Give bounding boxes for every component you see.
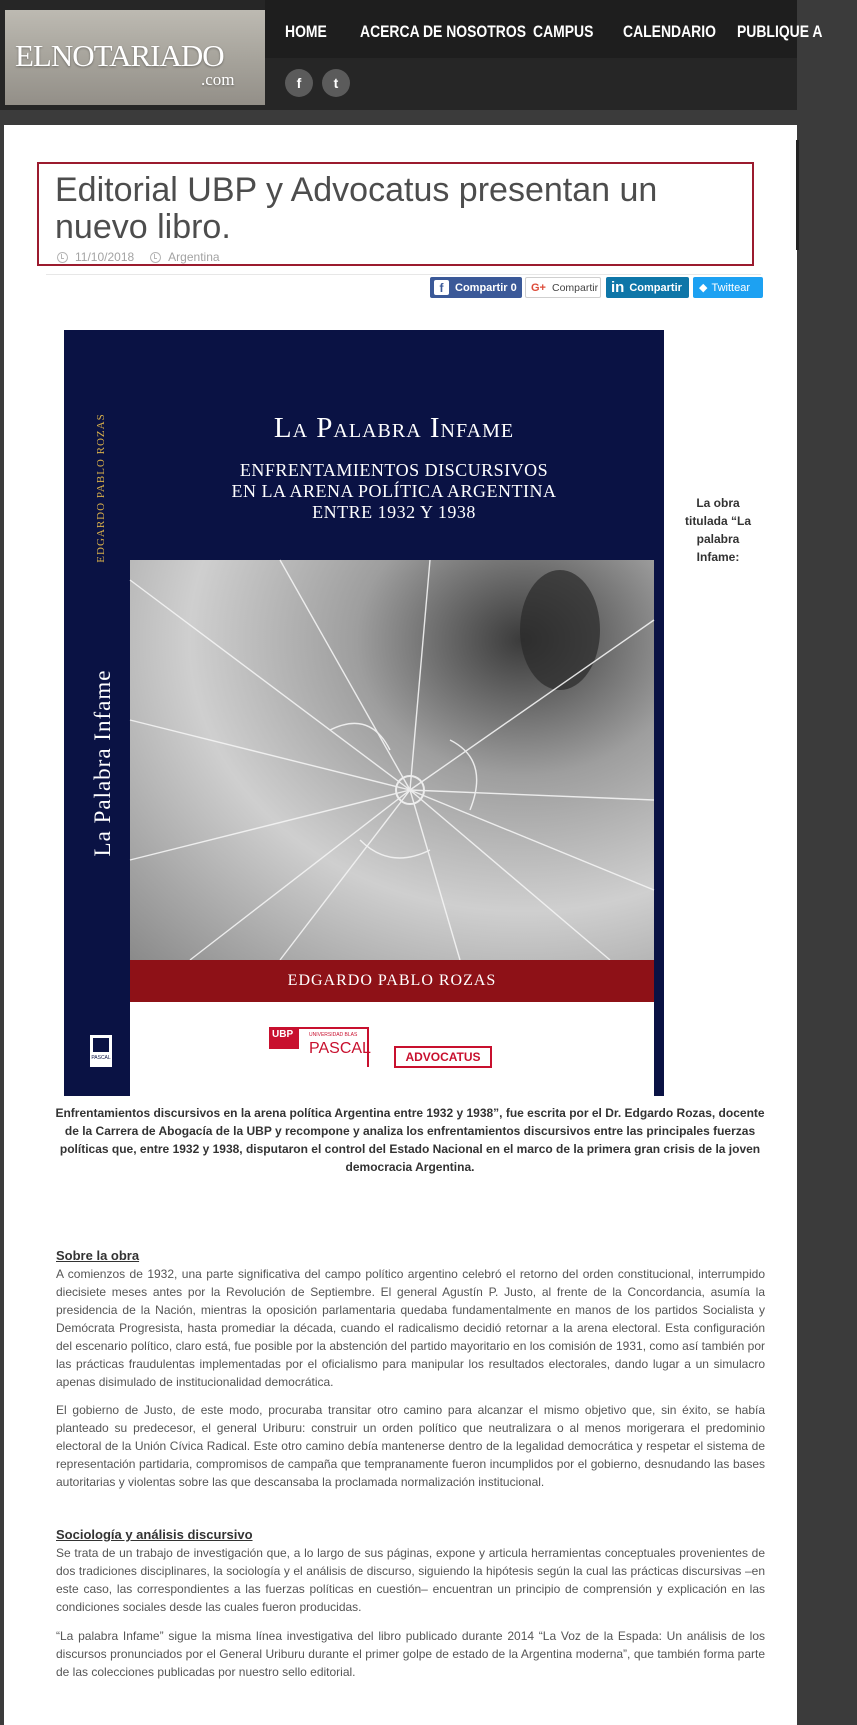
cover-author-band: EDGARDO PABLO ROZAS (130, 960, 654, 1002)
sidebar-edge (796, 140, 799, 250)
twitter-icon[interactable]: t (322, 69, 350, 97)
cover-subtitle-line: EN LA ARENA POLÍTICA ARGENTINA (231, 481, 557, 501)
facebook-share-button[interactable] (430, 277, 522, 298)
publisher-logo: PASCAL (90, 1035, 112, 1067)
advocatus-logo: ADVOCATUS (394, 1046, 492, 1068)
clock-icon (57, 252, 68, 263)
paragraph: “La palabra Infame” sigue la misma línea investigativa del libro publicado durante 2014 “La Voz de la Espada: Un análisis de los discursos pronunciados por el General Uriburu durante el primer golpe de estado de la Argentina moderna”, que también forma parte de las colecciones publicadas por nuestro sello editorial. (56, 1629, 765, 1679)
logo-text: ELNOTARIADO (15, 38, 224, 73)
article-date: 11/10/2018 (75, 250, 135, 264)
site-logo[interactable] (5, 10, 265, 105)
ubp-logo-small: UNIVERSIDAD BLAS (309, 1032, 358, 1038)
facebook-icon: f (434, 280, 449, 295)
linkedin-share-button[interactable] (606, 277, 689, 298)
nav-item-about[interactable]: ACERCA DE NOSOTROS (360, 22, 527, 41)
main-nav (285, 22, 857, 42)
twitter-share-button[interactable] (693, 277, 763, 298)
article-location[interactable]: Argentina (168, 250, 220, 264)
paragraph: Se trata de un trabajo de investigación que, a lo largo de sus páginas, expone y articula herramientas conceptuales provenientes de dos tradiciones disciplinares, la sociología y el análisis de discurso, siguiendo la hipótesis según la cual las prácticas discursivas –en este caso, las correspondientes a las fuerzas políticas en cuestión– encuentran un principio de comprensión y explicación en las condiciones sociales desde las cuales fueron producidas. (56, 1546, 765, 1614)
nav-item-publish[interactable]: PUBLIQUE A (737, 22, 823, 41)
cover-subtitle-line: ENFRENTAMIENTOS DISCURSIVOS (239, 460, 549, 480)
google-plus-icon: G+ (531, 281, 546, 294)
paragraph: El gobierno de Justo, de este modo, procuraba transitar otro camino para alcanzar el mismo objetivo que, sin éxito, se había planteado su predecesor, el general Uriburu: construir un orden político que neutralizara o al menos morigerara el predominio electoral de la Unión Cívica Radical. Este otro camino debía mantenerse dentro de la legalidad democrática y respetar el sistema de representación partidaria, compromisos de campaña que tempranamente fueron incumplidos por el gobierno, desnudando las bases autoritarias y violentas sobre las que descansaba la proclamada normalización institucional. (56, 1403, 765, 1489)
cover-title: La Palabra Infame (273, 412, 515, 444)
facebook-icon[interactable]: f (285, 69, 313, 97)
broken-glass-photo (130, 560, 654, 960)
image-caption: Enfrentamientos discursivos en la arena política Argentina entre 1932 y 1938”, fue escrita por el Dr. Edgardo Rozas, docente de la Carrera de Abogacía de la UBP y recompone y analiza los enfrentamientos discursivos entre las principales fuerzas políticas que, entre 1932 y 1938, disputaron el control del Estado Nacional en el marco de la primera gran crisis de la joven democracia Argentina. (55, 1106, 765, 1174)
section-heading: Sociología y análisis discursivo (56, 1527, 253, 1542)
section-heading: Sobre la obra (56, 1248, 140, 1263)
ubp-logo: UBP (269, 1027, 299, 1049)
book-cover-image (64, 330, 664, 1096)
ubp-logo-pascal: PASCAL (309, 1040, 371, 1057)
linkedin-share-label: Compartir (629, 281, 682, 294)
article-title: Editorial UBP y Advocatus presentan un nuevo libro. (55, 171, 658, 246)
facebook-share-label: Compartir 0 (455, 281, 517, 294)
divider (46, 274, 761, 275)
site-header (0, 0, 823, 110)
spine-author: EDGARDO PABLO ROZAS (95, 413, 107, 563)
clock-icon (150, 252, 161, 263)
spine-title: La Palabra Infame (90, 669, 115, 857)
cover-logo-band (130, 1002, 654, 1096)
google-share-button[interactable] (525, 277, 601, 298)
twitter-icon: ◆ (699, 282, 708, 294)
cover-subtitle-line: ENTRE 1932 Y 1938 (312, 502, 476, 522)
logo-suffix: .com (201, 70, 235, 89)
google-share-label: Compartir (551, 281, 599, 294)
image-side-caption: La obra titulada “La palabra Infame: (684, 496, 751, 564)
nav-item-campus[interactable]: CAMPUS (533, 22, 594, 41)
cover-subtitle (124, 460, 664, 523)
nav-item-home[interactable]: HOME (285, 22, 327, 41)
paragraph: A comienzos de 1932, una parte significativa del campo político argentino celebró el retorno del orden constitucional, interrumpido diecisiete meses antes por la Revolución de Septiembre. El general Agustín P. Justo, al frente de la Concordancia, asumía la presidencia de la Nación, mientras la oposición parlamentaria quedaba fundamentalmente en manos de los partidos Socialista y Demócrata Progresista, hasta promediar la década, cuando el radicalismo decidió retornar a la arena electoral. Esta configuración del escenario político, claro está, fue posible por la abstención del partido mayoritario en los comisión de 1931, como así también por las prácticas fraudulentas implementadas por el oficialismo para manipular los resultados electorales, dando lugar a un simulacro apenas disimulado de institucionalidad democrática. (56, 1267, 765, 1389)
twitter-share-label: Twittear (711, 281, 750, 294)
nav-item-calendar[interactable]: CALENDARIO (623, 22, 716, 41)
linkedin-icon: in (611, 279, 625, 296)
article-meta (57, 250, 220, 264)
